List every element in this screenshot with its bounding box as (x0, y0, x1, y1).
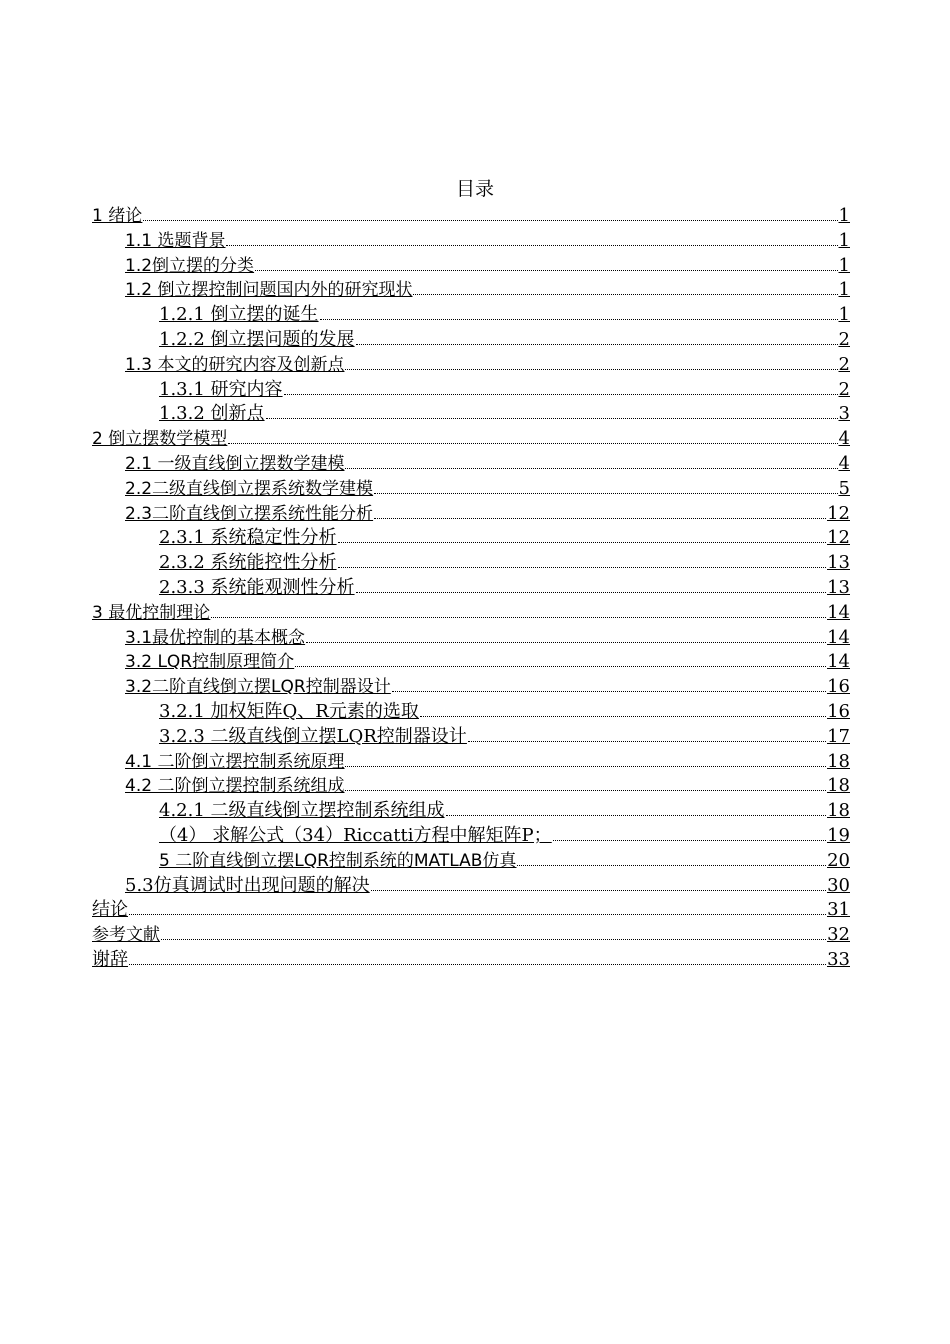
toc-dot-leader (129, 897, 826, 915)
toc-entry[interactable] (92, 377, 850, 402)
toc-entry-page-number: 3 (838, 403, 850, 425)
toc-entry[interactable] (92, 501, 850, 526)
toc-entry-page-number: 1 (838, 279, 850, 301)
toc-entry[interactable] (92, 699, 850, 724)
toc-entry[interactable] (92, 649, 850, 674)
toc-entry[interactable] (92, 798, 850, 823)
toc-dot-leader (345, 352, 837, 370)
toc-entry[interactable] (92, 724, 850, 749)
toc-entry[interactable] (92, 897, 850, 922)
toc-entry-page-number: 30 (827, 874, 850, 896)
toc-entry-page-number: 32 (827, 924, 850, 946)
toc-dot-leader (468, 724, 826, 742)
toc-entry[interactable] (92, 823, 850, 848)
toc-dot-leader (320, 302, 838, 320)
toc-entry-label: 1.2.1 倒立摆的诞生 (159, 304, 319, 326)
toc-entry-page-number: 1 (838, 205, 850, 226)
toc-dot-leader (553, 823, 826, 841)
toc-entry-page-number: 18 (827, 775, 850, 797)
toc-entry[interactable] (92, 600, 850, 625)
toc-entry-label: 2.2二级直线倒立摆系统数学建模 (125, 478, 374, 499)
toc-entry-label: （4） 求解公式（34）Riccatti方程中解矩阵P； (159, 824, 552, 846)
toc-entry-label: 5.3仿真调试时出现问题的解决 (125, 874, 370, 896)
toc-entry-page-number: 20 (827, 849, 850, 871)
toc-entry[interactable] (92, 327, 850, 352)
toc-dot-leader (371, 873, 826, 891)
toc-entry-label: 4.2.1 二级直线倒立摆控制系统组成 (159, 800, 445, 822)
toc-entry-label: 4.2 二阶倒立摆控制系统组成 (125, 776, 345, 797)
toc-entry[interactable] (92, 525, 850, 550)
toc-entry-page-number: 16 (827, 676, 850, 698)
toc-entry-label: 参考文献 (92, 925, 160, 946)
toc-dot-leader (345, 749, 826, 767)
toc-entry-label: 3.2 LQR控制原理简介 (125, 652, 295, 673)
toc-dot-leader (356, 575, 827, 593)
toc-entry[interactable] (92, 674, 850, 699)
toc-entry[interactable] (92, 848, 850, 873)
toc-entry-page-number: 2 (838, 378, 850, 400)
toc-dot-leader (374, 501, 826, 519)
table-of-contents (92, 203, 850, 972)
toc-entry-label: 2.3.1 系统稳定性分析 (159, 527, 337, 549)
toc-entry[interactable] (92, 352, 850, 377)
toc-entry-page-number: 14 (827, 626, 850, 648)
toc-title: 目录 (455, 178, 494, 200)
toc-entry-label: 4.1 二阶倒立摆控制系统原理 (125, 751, 345, 772)
toc-entry-label: 3.2.3 二级直线倒立摆LQR控制器设计 (159, 725, 467, 747)
toc-dot-leader (255, 253, 838, 271)
toc-entry[interactable] (92, 575, 850, 600)
toc-entry-label: 2.1 一级直线倒立摆数学建模 (125, 453, 345, 474)
toc-entry-page-number: 1 (838, 229, 850, 251)
toc-entry-label: 2.3.3 系统能观测性分析 (159, 576, 355, 598)
toc-entry-page-number: 12 (827, 527, 850, 549)
toc-dot-leader (143, 203, 837, 221)
toc-dot-leader (295, 649, 826, 667)
toc-entry-label: 2.3二阶直线倒立摆系统性能分析 (125, 503, 374, 524)
toc-entry[interactable] (92, 451, 850, 476)
toc-entry[interactable] (92, 203, 850, 228)
toc-entry[interactable] (92, 228, 850, 253)
toc-entry[interactable] (92, 873, 850, 898)
toc-entry-label: 3.2.1 加权矩阵Q、R元素的选取 (159, 700, 419, 722)
toc-entry-label: 3 最优控制理论 (92, 602, 211, 623)
toc-dot-leader (420, 699, 826, 717)
toc-entry[interactable] (92, 922, 850, 947)
toc-entry[interactable] (92, 625, 850, 650)
toc-dot-leader (129, 947, 826, 965)
toc-entry-page-number: 14 (827, 601, 850, 623)
toc-entry-label: 1.3.2 创新点 (159, 403, 265, 425)
toc-entry-label: 5 二阶直线倒立摆LQR控制系统的MATLAB仿真 (159, 850, 517, 871)
toc-dot-leader (345, 773, 826, 791)
toc-entry-label: 1.3 本文的研究内容及创新点 (125, 354, 345, 375)
toc-entry-page-number: 4 (838, 452, 850, 474)
toc-entry[interactable] (92, 253, 850, 278)
toc-entry-page-number: 1 (838, 254, 850, 276)
toc-entry[interactable] (92, 476, 850, 501)
toc-entry-page-number: 19 (827, 824, 850, 846)
toc-entry[interactable] (92, 302, 850, 327)
toc-entry-label: 1.3.1 研究内容 (159, 378, 283, 400)
toc-entry-label: 1.2.2 倒立摆问题的发展 (159, 328, 355, 350)
toc-dot-leader (413, 277, 837, 295)
toc-dot-leader (228, 426, 837, 444)
toc-entry-label: 1.2倒立摆的分类 (125, 255, 255, 276)
toc-entry-page-number: 17 (827, 725, 850, 747)
toc-entry-label: 1.1 选题背景 (125, 230, 226, 251)
toc-entry[interactable] (92, 401, 850, 426)
toc-entry[interactable] (92, 947, 850, 972)
toc-entry-page-number: 1 (838, 304, 850, 326)
toc-entry-label: 2 倒立摆数学模型 (92, 429, 228, 450)
toc-entry-label: 3.1最优控制的基本概念 (125, 627, 306, 648)
toc-entry-page-number: 4 (838, 428, 850, 450)
toc-entry-page-number: 13 (827, 552, 850, 574)
toc-entry-label: 2.3.2 系统能控性分析 (159, 552, 337, 574)
toc-dot-leader (338, 550, 827, 568)
toc-entry-label: 1 绪论 (92, 206, 143, 226)
toc-entry-page-number: 33 (827, 948, 850, 970)
toc-entry-label: 谢辞 (92, 948, 128, 970)
toc-dot-leader (345, 451, 837, 469)
toc-entry-page-number: 18 (827, 800, 850, 822)
toc-dot-leader (266, 401, 838, 419)
toc-dot-leader (226, 228, 837, 246)
toc-entry-page-number: 2 (838, 353, 850, 375)
toc-entry[interactable] (92, 277, 850, 302)
toc-dot-leader (374, 476, 838, 494)
toc-entry-page-number: 2 (838, 328, 850, 350)
toc-entry[interactable] (92, 749, 850, 774)
toc-entry-label: 1.2 倒立摆控制问题国内外的研究现状 (125, 280, 413, 301)
toc-entry-page-number: 13 (827, 576, 850, 598)
toc-entry-page-number: 12 (827, 502, 850, 524)
toc-dot-leader (211, 600, 826, 618)
toc-dot-leader (392, 674, 826, 692)
toc-entry[interactable] (92, 550, 850, 575)
toc-entry[interactable] (92, 773, 850, 798)
toc-dot-leader (161, 922, 826, 940)
toc-dot-leader (356, 327, 838, 345)
toc-dot-leader (338, 525, 827, 543)
toc-entry-page-number: 16 (827, 700, 850, 722)
toc-dot-leader (306, 625, 826, 643)
toc-entry-page-number: 18 (827, 750, 850, 772)
toc-entry-page-number: 14 (827, 651, 850, 673)
toc-entry[interactable] (92, 426, 850, 451)
toc-dot-leader (446, 798, 827, 816)
toc-entry-page-number: 31 (827, 899, 850, 921)
toc-dot-leader (517, 848, 826, 866)
toc-entry-page-number: 5 (838, 477, 850, 499)
toc-entry-label: 3.2二阶直线倒立摆LQR控制器设计 (125, 677, 391, 698)
toc-entry-label: 结论 (92, 899, 128, 921)
toc-dot-leader (284, 377, 838, 395)
